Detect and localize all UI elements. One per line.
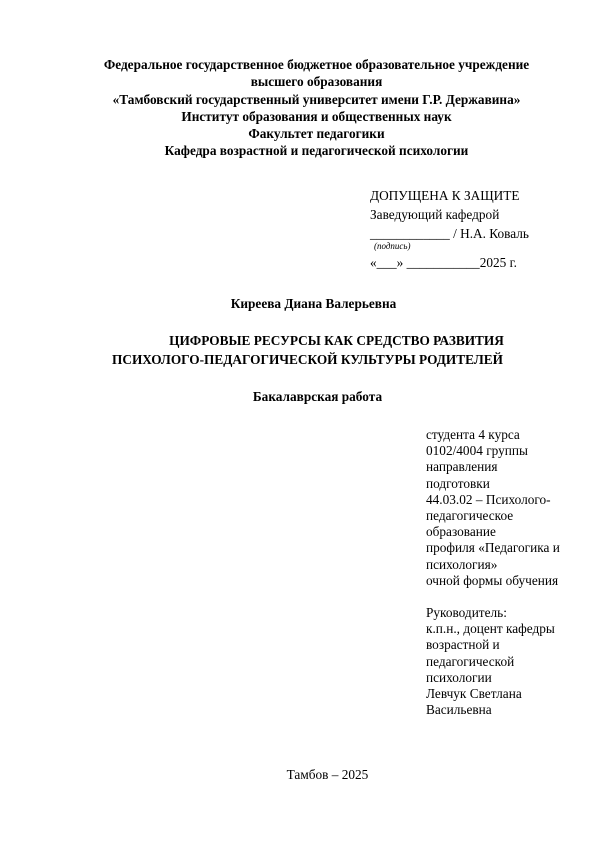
spacer <box>426 589 576 605</box>
supervisor-info-line: педагогической <box>426 653 515 669</box>
supervisor-info-line: психологии <box>426 669 492 685</box>
approval-position: Заведующий кафедрой <box>370 207 500 222</box>
city-year: Тамбов – 2025 <box>286 767 369 782</box>
supervisor-info-line: к.п.н., доцент кафедры <box>426 621 555 637</box>
header-line: высшего образования <box>250 74 383 90</box>
date-line: «___» ___________2025 г. <box>370 255 517 270</box>
work-type: Бакалаврская работа <box>252 389 383 404</box>
student-info-line: очной формы обучения <box>426 572 559 588</box>
student-info-line: психология» <box>426 556 498 572</box>
author-name: Киреева Диана Валерьевна <box>230 296 397 311</box>
supervisor-info-line: возрастной и <box>426 637 500 653</box>
approval-block <box>370 186 529 272</box>
supervisor-info-line: Васильевна <box>426 702 492 718</box>
student-info-line: педагогическое <box>426 508 514 524</box>
student-info-block <box>426 427 576 718</box>
student-info-line: образование <box>426 524 496 540</box>
title-line-1: ЦИФРОВЫЕ РЕСУРСЫ КАК СРЕДСТВО РАЗВИТИЯ <box>169 333 504 348</box>
title-line-2: ПСИХОЛОГО-ПЕДАГОГИЧЕСКОЙ КУЛЬТУРЫ РОДИТЕЛЕЙ <box>112 352 503 367</box>
supervisor-info-line: Руководитель: <box>426 605 507 621</box>
institution-header <box>0 56 595 160</box>
header-line: Федеральное государственное бюджетное образовательное учреждение <box>103 57 530 72</box>
student-info-line: подготовки <box>426 475 490 491</box>
student-info-line: 0102/4004 группы <box>426 443 528 459</box>
supervisor-info-line: Левчук Светлана <box>426 686 522 702</box>
thesis-title <box>0 331 595 369</box>
signature-note: (подпись) <box>374 241 411 251</box>
header-line: «Тамбовский государственный университет имени Г.Р. Державина» <box>112 91 521 107</box>
header-line: Факультет педагогики <box>248 126 385 142</box>
student-info-line: 44.03.02 – Психолого- <box>426 491 551 507</box>
signature-line: ____________ / Н.А. Коваль <box>370 226 529 241</box>
student-info-line: студента 4 курса <box>426 427 520 442</box>
student-info-line: направления <box>426 459 498 475</box>
student-info-line: профиля «Педагогика и <box>426 540 560 556</box>
header-line: Институт образования и общественных наук <box>181 108 452 124</box>
header-line: Кафедра возрастной и педагогической психологии <box>164 143 469 159</box>
approval-stamp: ДОПУЩЕНА К ЗАЩИТЕ <box>370 188 520 203</box>
